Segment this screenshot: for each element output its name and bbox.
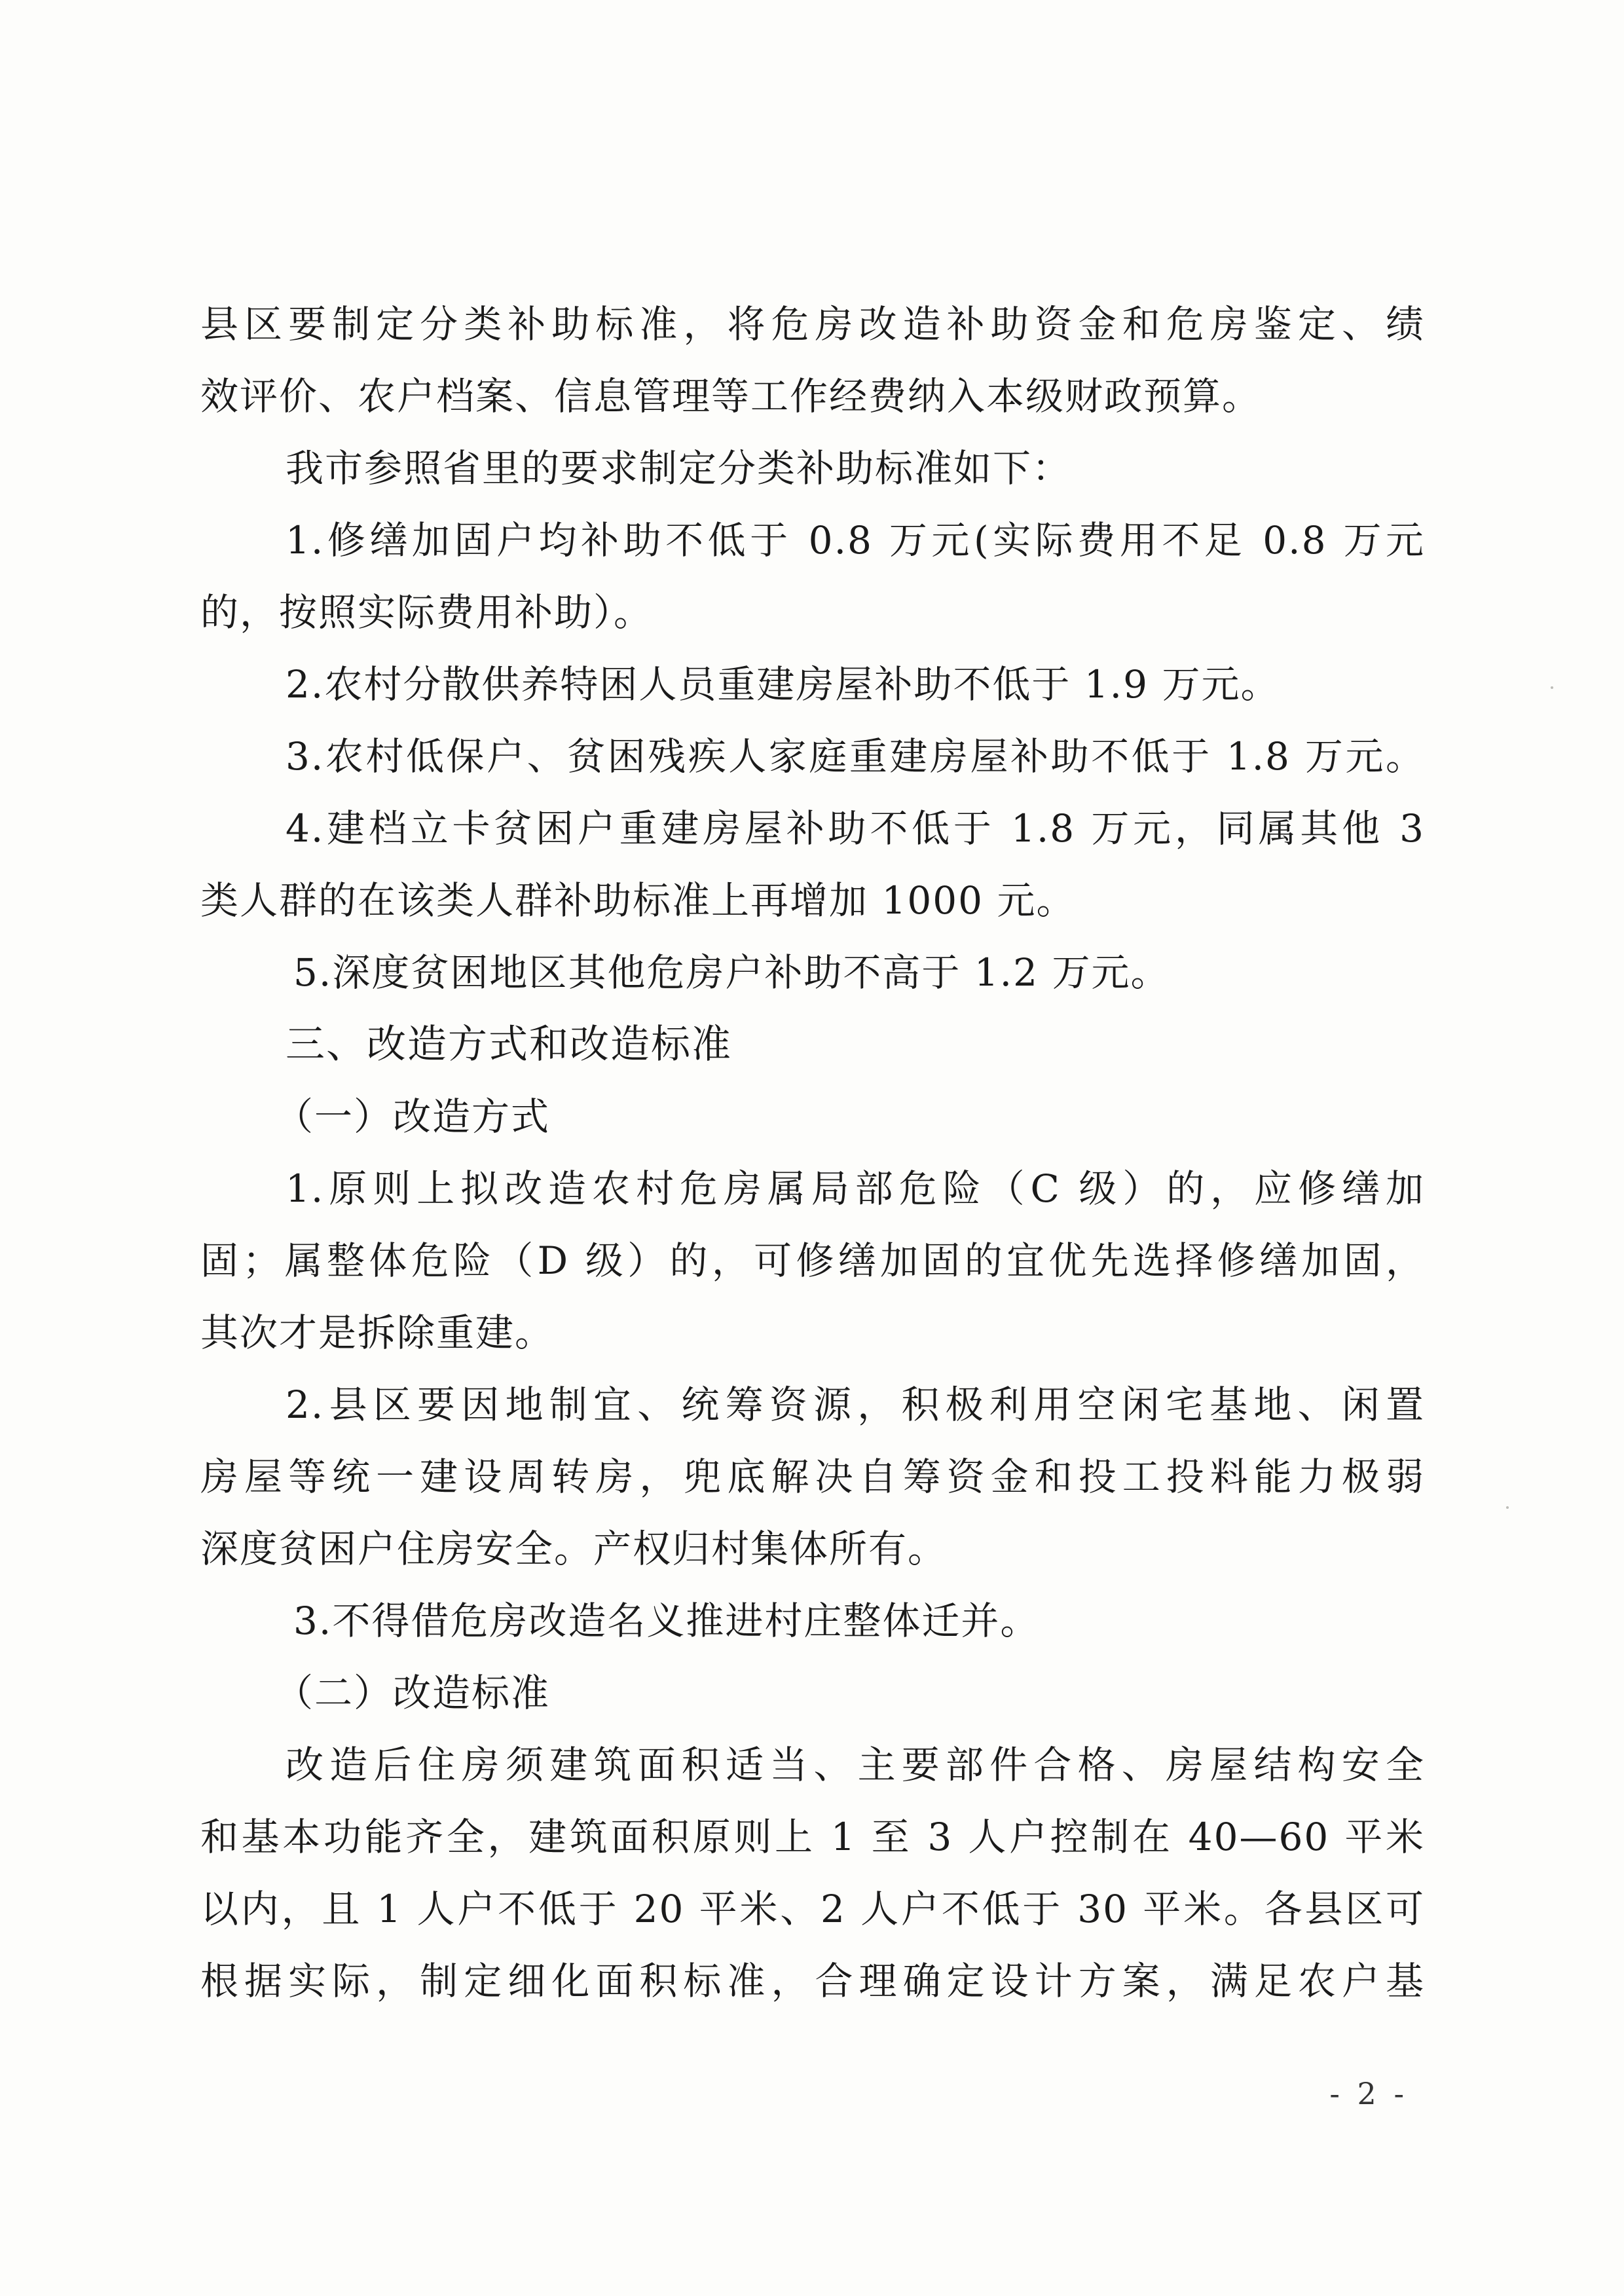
- body-line: 固；属整体危险（D 级）的，可修缮加固的宜优先选择修缮加固，: [200, 1238, 1425, 1283]
- body-line: 以内，且 1 人户不低于 20 平米、2 人户不低于 30 平米。各县区可: [200, 1887, 1425, 1931]
- section-heading: 三、改造方式和改造标准: [286, 1022, 732, 1067]
- body-line: 房屋等统一建设周转房，兜底解决自筹资金和投工投料能力极弱: [200, 1454, 1425, 1499]
- body-line: 3.农村低保户、贫困残疾人家庭重建房屋补助不低于 1.8 万元。: [286, 734, 1425, 779]
- scan-speck: [1506, 1506, 1509, 1509]
- body-line: 1.修缮加固户均补助不低于 0.8 万元(实际费用不足 0.8 万元: [286, 518, 1425, 563]
- body-line: 2.农村分散供养特困人员重建房屋补助不低于 1.9 万元。: [286, 662, 1280, 707]
- page-number: - 2 -: [1329, 2076, 1408, 2111]
- body-line: 我市参照省里的要求制定分类补助标准如下：: [286, 446, 1072, 491]
- body-line: 类人群的在该类人群补助标准上再增加 1000 元。: [200, 878, 1076, 923]
- body-line: 深度贫困户住房安全。产权归村集体所有。: [200, 1527, 948, 1571]
- body-line: 5.深度贫困地区其他危房户补助不高于 1.2 万元。: [293, 950, 1170, 995]
- body-line: 效评价、农户档案、信息管理等工作经费纳入本级财政预算。: [200, 374, 1262, 418]
- body-line: 根据实际，制定细化面积标准，合理确定设计方案，满足农户基: [200, 1959, 1425, 2003]
- body-line: 2.县区要因地制宜、统筹资源，积极利用空闲宅基地、闲置: [286, 1382, 1425, 1427]
- body-line: 县区要制定分类补助标准，将危房改造补助资金和危房鉴定、绩: [200, 302, 1425, 346]
- body-line: 和基本功能齐全，建筑面积原则上 1 至 3 人户控制在 40—60 平米: [200, 1815, 1425, 1859]
- subsection-heading: （二）改造标准: [275, 1671, 551, 1715]
- subsection-heading: （一）改造方式: [275, 1094, 551, 1139]
- scan-speck: [1551, 686, 1553, 689]
- body-line: 3.不得借危房改造名义推进村庄整体迁并。: [293, 1599, 1040, 1643]
- body-line: 改造后住房须建筑面积适当、主要部件合格、房屋结构安全: [286, 1743, 1425, 1787]
- body-line: 的，按照实际费用补助）。: [200, 590, 654, 635]
- body-line: 其次才是拆除重建。: [200, 1310, 555, 1355]
- body-line: 4.建档立卡贫困户重建房屋补助不低于 1.8 万元，同属其他 3: [286, 806, 1425, 851]
- body-line: 1.原则上拟改造农村危房属局部危险（C 级）的，应修缮加: [286, 1166, 1425, 1211]
